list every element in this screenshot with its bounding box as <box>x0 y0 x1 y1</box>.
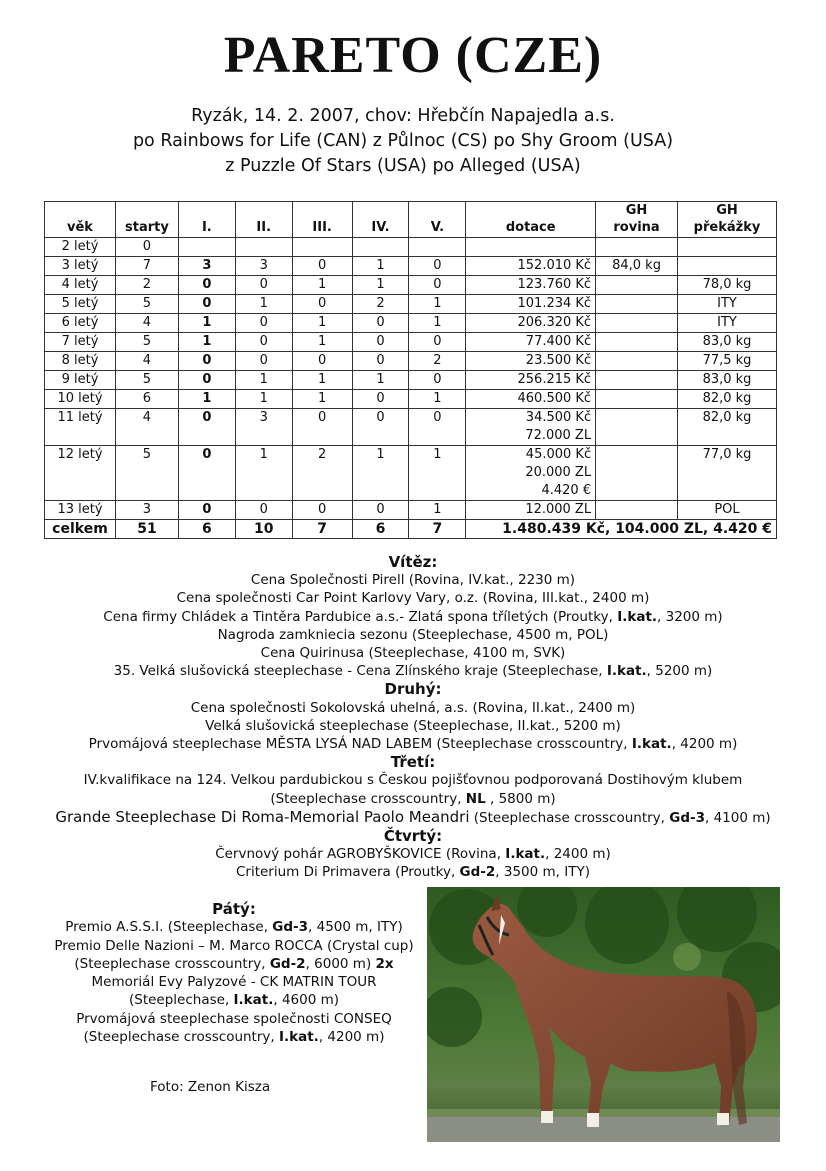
cell-prize <box>466 314 596 333</box>
cell-p2: 1 <box>235 371 292 390</box>
results-section <box>0 553 826 882</box>
cell-age: 3 letý <box>45 257 116 276</box>
cell-p4: 2 <box>352 295 409 314</box>
cell-p4: 0 <box>352 352 409 371</box>
cell-gh-flat <box>596 409 678 446</box>
cell-prize <box>466 295 596 314</box>
cell-p1 <box>178 238 235 257</box>
result-item <box>0 790 826 808</box>
cell-p1: 0 <box>178 501 235 520</box>
table-row <box>45 238 777 257</box>
header-gh-jump-line1: GH <box>716 203 738 218</box>
cell-p5: 0 <box>409 333 466 352</box>
prize-line: 20.000 ZL <box>525 465 592 480</box>
cell-starts: 7 <box>115 257 178 276</box>
result-text: , 4500 m, ITY) <box>308 919 403 936</box>
race-stats-table <box>44 201 777 539</box>
cell-p3: 1 <box>292 390 352 409</box>
result-text: , 5200 m) <box>646 663 713 680</box>
result-text: Criterium Di Primavera (Proutky, <box>235 864 460 881</box>
cell-p5: 0 <box>409 276 466 295</box>
result-text: , 4200 m) <box>671 736 738 753</box>
result-text: , 5800 m) <box>485 790 556 807</box>
result-item <box>0 662 826 680</box>
cell-age: 12 letý <box>45 446 116 501</box>
cell-gh-flat <box>596 295 678 314</box>
prize-line: 152.010 Kč <box>517 258 592 273</box>
result-class: I.kat. <box>631 736 672 753</box>
cell-p4: 1 <box>352 371 409 390</box>
table-total-row <box>45 520 777 539</box>
cell-age: 7 letý <box>45 333 116 352</box>
cell-age: 13 letý <box>45 501 116 520</box>
cell-p4: 0 <box>352 333 409 352</box>
result-class: Gd-2 <box>459 864 496 881</box>
result-item: Cena Quirinusa (Steeplechase, 4100 m, SVK) <box>260 645 566 662</box>
prize-line: 34.500 Kč <box>525 410 592 425</box>
result-text: 35. Velká slušovická steeplechase - Cena Zlínského kraje (Steeplechase, <box>113 663 607 680</box>
winner-heading: Vítěz: <box>388 553 438 571</box>
cell-p2 <box>235 238 292 257</box>
cell-p3: 2 <box>292 446 352 501</box>
cell-starts: 4 <box>115 409 178 446</box>
prize-line: 12.000 ZL <box>525 502 592 517</box>
header-starts: starty <box>115 202 178 238</box>
cell-gh-jump: 82,0 kg <box>678 390 777 409</box>
pedigree-line-3: z Puzzle Of Stars (USA) po Alleged (USA) <box>225 156 581 176</box>
cell-gh-jump: ITY <box>678 314 777 333</box>
cell-p2: 0 <box>235 501 292 520</box>
result-item <box>44 1028 424 1046</box>
cell-age: 8 letý <box>45 352 116 371</box>
cell-p5: 1 <box>409 314 466 333</box>
cell-age: 6 letý <box>45 314 116 333</box>
result-item: Cena společnosti Sokolovská uhelná, a.s. (Rovina, II.kat., 2400 m) <box>190 699 636 716</box>
table-row <box>45 295 777 314</box>
cell-gh-flat <box>596 352 678 371</box>
result-item: Premio Delle Nazioni – M. Marco ROCCA (Crystal cup) <box>54 937 414 954</box>
cell-p4: 1 <box>352 276 409 295</box>
cell-gh-jump: 77,0 kg <box>678 446 777 501</box>
cell-age: 11 letý <box>45 409 116 446</box>
cell-p5: 0 <box>409 409 466 446</box>
result-item <box>0 608 826 626</box>
cell-age: 10 letý <box>45 390 116 409</box>
result-item: Cena společnosti Car Point Karlovy Vary, o.z. (Rovina, III.kat., 2400 m) <box>176 590 650 607</box>
cell-gh-jump: 78,0 kg <box>678 276 777 295</box>
result-item <box>0 808 826 827</box>
cell-p1: 1 <box>178 333 235 352</box>
cell-p3: 1 <box>292 371 352 390</box>
result-item: Memoriál Evy Palyzové - CK MATRIN TOUR <box>91 974 377 991</box>
result-item <box>44 955 424 973</box>
cell-p4: 1 <box>352 446 409 501</box>
cell-p1: 0 <box>178 352 235 371</box>
cell-p2: 0 <box>235 314 292 333</box>
result-item: Prvomájová steeplechase společnosti CONSEQ <box>76 1010 392 1027</box>
cell-p3: 0 <box>292 257 352 276</box>
total-p1: 6 <box>178 520 235 539</box>
cell-p1: 1 <box>178 390 235 409</box>
cell-gh-jump: POL <box>678 501 777 520</box>
cell-p1: 0 <box>178 409 235 446</box>
prize-line: 23.500 Kč <box>525 353 592 368</box>
cell-age: 5 letý <box>45 295 116 314</box>
result-text: Premio A.S.S.I. (Steeplechase, <box>65 919 273 936</box>
cell-p3: 0 <box>292 501 352 520</box>
cell-starts: 5 <box>115 333 178 352</box>
result-text: Prvomájová steeplechase MĚSTA LYSÁ NAD LABEM (Steeplechase crosscountry, <box>88 736 632 753</box>
cell-starts: 5 <box>115 446 178 501</box>
result-item: Nagroda zamkniecia sezonu (Steeplechase, 4500 m, POL) <box>217 626 609 643</box>
third-place-heading: Třetí: <box>390 753 436 772</box>
result-class: I.kat. <box>606 663 647 680</box>
result-class: I.kat. <box>233 992 274 1009</box>
cell-p1: 0 <box>178 295 235 314</box>
cell-gh-jump: 83,0 kg <box>678 333 777 352</box>
result-item <box>0 735 826 753</box>
cell-p4: 1 <box>352 257 409 276</box>
result-item <box>0 845 826 863</box>
cell-p5 <box>409 238 466 257</box>
result-text: (Steeplechase crosscountry, <box>83 1029 279 1046</box>
header-first: I. <box>178 202 235 238</box>
table-body <box>45 238 777 539</box>
prize-line: 101.234 Kč <box>517 296 592 311</box>
table-row <box>45 352 777 371</box>
table-row <box>45 501 777 520</box>
result-text: Grande Steeplechase Di Roma-Memorial Paolo Meandri <box>55 807 470 826</box>
result-text: Červnový pohár AGROBYŠKOVICE (Rovina, <box>215 846 506 863</box>
cell-gh-jump <box>678 257 777 276</box>
cell-p2: 1 <box>235 390 292 409</box>
cell-starts: 4 <box>115 314 178 333</box>
cell-p5: 2 <box>409 352 466 371</box>
prize-line: 72.000 ZL <box>525 428 592 443</box>
fifth-place-section <box>44 900 424 1046</box>
cell-p3 <box>292 238 352 257</box>
result-text: , 3500 m, ITY) <box>495 864 590 881</box>
photo-credit: Foto: Zenon Kisza <box>150 1079 271 1095</box>
cell-gh-flat <box>596 314 678 333</box>
cell-starts: 0 <box>115 238 178 257</box>
result-class: I.kat. <box>617 608 658 625</box>
cell-gh-jump: 83,0 kg <box>678 371 777 390</box>
total-label: celkem <box>45 520 116 539</box>
pedigree-line-1: Ryzák, 14. 2. 2007, chov: Hřebčín Napajedla a.s. <box>191 106 615 126</box>
cell-age: 2 letý <box>45 238 116 257</box>
cell-p1: 0 <box>178 446 235 501</box>
header-gh-flat-line1: GH <box>625 203 648 218</box>
table-row <box>45 276 777 295</box>
cell-p5: 0 <box>409 257 466 276</box>
cell-p3: 0 <box>292 409 352 446</box>
cell-starts: 5 <box>115 295 178 314</box>
cell-p3: 1 <box>292 314 352 333</box>
cell-gh-flat <box>596 238 678 257</box>
cell-prize <box>466 276 596 295</box>
cell-gh-jump: 82,0 kg <box>678 409 777 446</box>
result-count: 2x <box>375 955 394 972</box>
total-p2: 10 <box>235 520 292 539</box>
cell-p1: 0 <box>178 276 235 295</box>
table-row <box>45 390 777 409</box>
cell-prize <box>466 333 596 352</box>
cell-starts: 6 <box>115 390 178 409</box>
cell-p4: 0 <box>352 409 409 446</box>
header-gh-flat <box>596 202 678 238</box>
cell-p5: 1 <box>409 446 466 501</box>
table-row <box>45 257 777 276</box>
cell-p3: 1 <box>292 276 352 295</box>
result-class: I.kat. <box>505 846 546 863</box>
cell-starts: 4 <box>115 352 178 371</box>
result-item <box>0 863 826 881</box>
second-place-heading: Druhý: <box>384 680 442 699</box>
result-text: , 2400 m) <box>545 846 611 863</box>
result-item <box>44 991 424 1009</box>
header-second: II. <box>235 202 292 238</box>
table-row <box>45 371 777 390</box>
table-row <box>45 446 777 501</box>
prize-line: 206.320 Kč <box>517 315 592 330</box>
result-class: Gd-3 <box>669 809 706 826</box>
cell-p2: 1 <box>235 446 292 501</box>
prize-line: 77.400 Kč <box>525 334 592 349</box>
cell-prize <box>466 501 596 520</box>
cell-gh-flat <box>596 371 678 390</box>
result-text: (Steeplechase, <box>128 992 234 1009</box>
cell-p5: 0 <box>409 371 466 390</box>
horse-photo <box>427 887 780 1142</box>
total-p4: 6 <box>352 520 409 539</box>
header-age: věk <box>45 202 116 238</box>
cell-gh-jump: 77,5 kg <box>678 352 777 371</box>
result-item: IV.kvalifikace na 124. Velkou pardubickou s Českou pojišťovnou podporovaná Dostihovým klubem <box>83 772 743 789</box>
result-item <box>44 918 424 936</box>
table-row <box>45 333 777 352</box>
cell-p4: 0 <box>352 390 409 409</box>
cell-gh-flat <box>596 446 678 501</box>
cell-gh-flat <box>596 333 678 352</box>
cell-p1: 3 <box>178 257 235 276</box>
result-class: NL <box>465 790 486 807</box>
prize-line: 460.500 Kč <box>517 391 592 406</box>
prize-line: 123.760 Kč <box>517 277 592 292</box>
header-third: III. <box>292 202 352 238</box>
cell-prize <box>466 390 596 409</box>
prize-line: 256.215 Kč <box>517 372 592 387</box>
cell-gh-jump: ITY <box>678 295 777 314</box>
cell-starts: 5 <box>115 371 178 390</box>
cell-gh-flat: 84,0 kg <box>596 257 678 276</box>
cell-p1: 0 <box>178 371 235 390</box>
header-fifth: V. <box>409 202 466 238</box>
result-text: (Steeplechase crosscountry, <box>469 809 670 826</box>
total-prize: 1.480.439 Kč, 104.000 ZL, 4.420 € <box>466 520 777 539</box>
cell-gh-flat <box>596 276 678 295</box>
result-class: Gd-3 <box>272 919 309 936</box>
cell-p4 <box>352 238 409 257</box>
table-header-row <box>45 202 777 238</box>
fifth-place-heading: Pátý: <box>212 900 256 918</box>
header-fourth: IV. <box>352 202 409 238</box>
pedigree-line-2: po Rainbows for Life (CAN) z Půlnoc (CS) po Shy Groom (USA) <box>132 131 674 151</box>
cell-starts: 2 <box>115 276 178 295</box>
cell-p5: 1 <box>409 390 466 409</box>
cell-p5: 1 <box>409 295 466 314</box>
table-row <box>45 409 777 446</box>
cell-p3: 1 <box>292 333 352 352</box>
result-text: , 6000 m) <box>305 955 376 972</box>
cell-p4: 0 <box>352 314 409 333</box>
cell-p2: 0 <box>235 333 292 352</box>
cell-p1: 1 <box>178 314 235 333</box>
result-text: , 4200 m) <box>318 1029 385 1046</box>
cell-prize <box>466 371 596 390</box>
cell-p2: 3 <box>235 409 292 446</box>
cell-age: 9 letý <box>45 371 116 390</box>
horse-illustration <box>427 887 780 1142</box>
header-gh-jump-line2: překážky <box>693 220 761 235</box>
page-title: PARETO (CZE) <box>223 27 603 84</box>
cell-p2: 3 <box>235 257 292 276</box>
total-p5: 7 <box>409 520 466 539</box>
cell-prize <box>466 409 596 446</box>
header-gh-flat-line2: rovina <box>613 220 660 235</box>
header-gh-jump <box>678 202 777 238</box>
total-p3: 7 <box>292 520 352 539</box>
table-row <box>45 314 777 333</box>
result-class: Gd-2 <box>269 955 306 972</box>
cell-p2: 0 <box>235 352 292 371</box>
prize-line: 45.000 Kč <box>525 447 592 462</box>
cell-p3: 0 <box>292 352 352 371</box>
fourth-place-heading: Čtvrtý: <box>383 827 443 846</box>
cell-prize <box>466 352 596 371</box>
result-text: (Steeplechase crosscountry, <box>74 955 270 972</box>
prize-line: 4.420 € <box>541 483 592 498</box>
result-text: , 4100 m) <box>705 809 771 826</box>
cell-starts: 3 <box>115 501 178 520</box>
cell-prize <box>466 446 596 501</box>
result-text: Cena firmy Chládek a Tintěra Pardubice a.s.- Zlatá spona tříletých (Proutky, <box>103 608 618 625</box>
result-text: , 3200 m) <box>657 608 723 625</box>
result-text: , 4600 m) <box>273 992 340 1009</box>
cell-p2: 1 <box>235 295 292 314</box>
result-text: (Steeplechase crosscountry, <box>270 790 466 807</box>
cell-prize <box>466 257 596 276</box>
header-prize: dotace <box>466 202 596 238</box>
cell-p5: 1 <box>409 501 466 520</box>
total-starts: 51 <box>115 520 178 539</box>
cell-p2: 0 <box>235 276 292 295</box>
cell-p4: 0 <box>352 501 409 520</box>
result-item: Cena Společnosti Pirell (Rovina, IV.kat., 2230 m) <box>250 572 576 589</box>
pedigree <box>0 104 806 179</box>
cell-p3: 0 <box>292 295 352 314</box>
cell-prize <box>466 238 596 257</box>
cell-gh-flat <box>596 501 678 520</box>
cell-gh-jump <box>678 238 777 257</box>
result-item: Velká slušovická steeplechase (Steeplechase, II.kat., 5200 m) <box>205 717 621 734</box>
cell-age: 4 letý <box>45 276 116 295</box>
result-class: I.kat. <box>278 1029 319 1046</box>
cell-gh-flat <box>596 390 678 409</box>
